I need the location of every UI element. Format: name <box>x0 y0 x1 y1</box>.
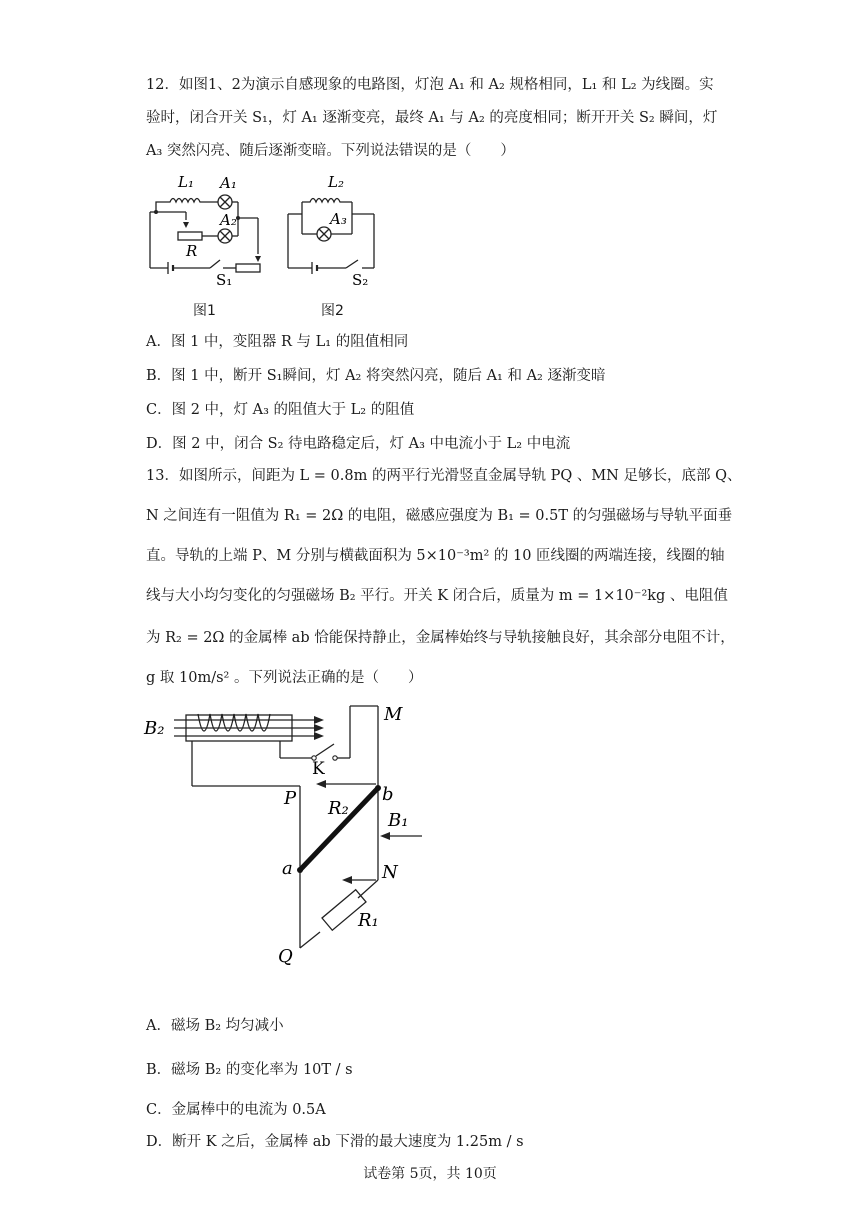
label-b: b <box>382 784 394 805</box>
q12-option-d: D．图 2 中，闭合 S₂ 待电路稳定后，灯 A₃ 中电流小于 L₂ 中电流 <box>146 436 571 452</box>
q13-option-b: B．磁场 B₂ 的变化率为 10T / s <box>146 1062 353 1078</box>
q13-option-d: D．断开 K 之后，金属棒 ab 下滑的最大速度为 1.25m / s <box>146 1134 524 1150</box>
q12-line-1: 12．如图1、2为演示自感现象的电路图，灯泡 A₁ 和 A₂ 规格相同，L₁ 和 L₂ 为线圈。实 <box>146 77 714 93</box>
label-B1: B₁ <box>388 810 409 831</box>
q13-rail-figure <box>140 700 430 970</box>
figure-2-caption: 图2 <box>321 303 344 319</box>
label-A2: A₂ <box>220 211 237 229</box>
q12-line-2: 验时，闭合开关 S₁，灯 A₁ 逐渐变亮，最终 A₁ 与 A₂ 的亮度相同；断开开关 S₂ 瞬间，灯 <box>146 110 718 126</box>
q13-option-a: A．磁场 B₂ 均匀减小 <box>146 1018 284 1034</box>
label-R2: R₂ <box>328 798 349 819</box>
label-K: K <box>312 759 325 779</box>
q12-option-a: A．图 1 中，变阻器 R 与 L₁ 的阻值相同 <box>146 334 409 350</box>
label-R: R <box>186 242 198 260</box>
label-A3: A₃ <box>330 210 347 228</box>
label-L2: L₂ <box>328 173 344 191</box>
label-Q: Q <box>278 946 293 967</box>
q13-line-1: 13．如图所示，间距为 L = 0.8m 的两平行光滑竖直金属导轨 PQ 、MN 足够长，底部 Q、 <box>146 468 742 484</box>
label-M: M <box>384 704 403 725</box>
figure-1-caption: 图1 <box>193 303 216 319</box>
q12-line-3: A₃ 突然闪亮、随后逐渐变暗。下列说法错误的是（ ） <box>146 143 515 159</box>
label-R1: R₁ <box>358 910 379 931</box>
label-S1: S₁ <box>216 271 233 288</box>
q13-line-2: N 之间连有一阻值为 R₁ = 2Ω 的电阻，磁感应强度为 B₁ = 0.5T 的匀强磁场与导轨平面垂 <box>146 508 733 524</box>
q12-figure-2-circuit <box>282 168 392 288</box>
q13-line-3: 直。导轨的上端 P、M 分别与横截面积为 5×10⁻³m² 的 10 匝线圈的两端连接，线圈的轴 <box>146 548 725 564</box>
q12-option-c: C．图 2 中，灯 A₃ 的阻值大于 L₂ 的阻值 <box>146 402 415 418</box>
q13-line-6: g 取 10m/s² 。下列说法正确的是（ ） <box>146 670 423 686</box>
page-footer: 试卷第 5页，共 10页 <box>363 1166 497 1182</box>
label-a: a <box>282 858 293 879</box>
label-P: P <box>284 788 297 809</box>
label-L1: L₁ <box>178 173 194 191</box>
label-B2: B₂ <box>144 718 165 739</box>
q13-line-4: 线与大小均匀变化的匀强磁场 B₂ 平行。开关 K 闭合后，质量为 m = 1×10⁻²kg 、电阻值 <box>146 588 728 604</box>
label-N: N <box>382 862 398 883</box>
q12-option-b: B．图 1 中，断开 S₁瞬间，灯 A₂ 将突然闪亮，随后 A₁ 和 A₂ 逐渐变暗 <box>146 368 606 384</box>
q13-line-5: 为 R₂ = 2Ω 的金属棒 ab 恰能保持静止，金属棒始终与导轨接触良好，其余部分电阻不计， <box>146 630 735 646</box>
label-A1: A₁ <box>220 174 237 192</box>
q12-figure-1-circuit <box>140 168 280 288</box>
label-S2: S₂ <box>352 271 369 288</box>
q13-option-c: C．金属棒中的电流为 0.5A <box>146 1102 326 1118</box>
